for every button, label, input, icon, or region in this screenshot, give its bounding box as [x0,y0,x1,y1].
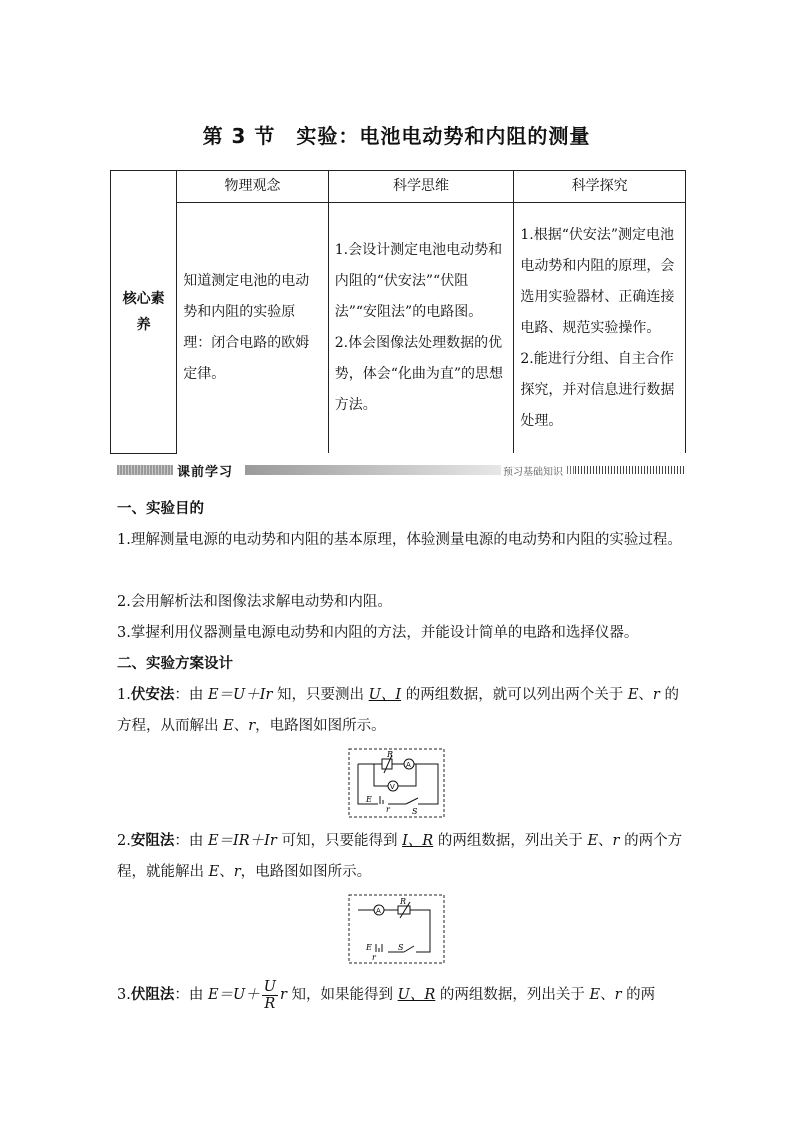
header-scientific-inquiry: 科学探究 [514,171,686,203]
label-s: S [412,807,418,816]
section-bar-block [117,465,173,475]
thinking-item-1: 1.会设计测定电池电动势和内阻的“伏安法”“伏阻法”“安阻法”的电路图。 [334,242,503,320]
method-name: 伏安法 [130,687,175,703]
circuit-diagram-ammeter-resistor [348,894,445,964]
purpose-item-1: 1.理解测量电源的电动势和内阻的基本原理，体验测量电源的电动势和内阻的实验过程。 [117,532,682,548]
equation-right: r [280,987,287,1003]
underlined-quantities: U、I [368,687,402,703]
row-label: 核心素养 [111,171,177,454]
label-r: R [387,750,394,759]
method-name: 安阻法 [130,833,175,849]
purpose-item-3: 3.掌握利用仪器测量电源电动势和内阻的方法，并能设计简单的电路和选择仪器。 [117,625,639,641]
label-s: S [398,943,404,952]
method-voltmeter-resistor: 3.伏阻法：由 E＝U＋ $\frac{U}{R}$ r 知，如果能得到 U、R 的两组数据，列出关于 E、r 的两 [117,978,656,1012]
label-a: A [406,761,411,769]
cell-scientific-thinking [328,203,514,454]
label-r: R [400,897,407,906]
equation-left: E＝U＋ [207,987,260,1003]
thinking-item-2: 2.体会图像法处理数据的优势，体会“化曲为直”的思想方法。 [334,335,504,413]
header-scientific-thinking: 科学思维 [328,171,514,203]
circuit-diagram-voltammeter [348,748,445,818]
section-bar-label: 课前学习 [177,465,234,480]
label-internal-r: r [372,953,376,962]
equation: E＝U＋Ir [207,687,273,703]
section-bar-ticks-right [575,466,685,474]
inquiry-item-2: 2.能进行分组、自主合作探究，并对信息进行数据处理。 [520,350,675,429]
cell-physics-concept: 知道测定电池的电动势和内阻的实验原理：闭合电路的欧姆定律。 [177,203,329,454]
method-ammeter-resistor: 2.安阻法：由 E＝IR＋Ir 可知，只要能得到 I、R 的两组数据，列出关于 E、r 的两个方程，就能解出 E、r，电路图如图所示。 [117,833,683,880]
label-v: V [390,783,395,791]
method-voltammeter: 1.伏安法：由 E＝U＋Ir 知，只要测出 U、I 的两组数据，就可以列出两个关于 E、r 的方程，从而解出 E、r，电路图如图所示。 [117,687,679,734]
purpose-item-2: 2.会用解析法和图像法求解电动势和内阻。 [117,594,392,610]
inquiry-item-1: 1.根据“伏安法”测定电池电动势和内阻的原理，会选用实验器材、正确连接电路、规范实验操作。 [520,226,675,336]
heading-experiment-purpose: 一、实验目的 [117,501,204,517]
core-competency-table [110,170,686,454]
heading-scheme-design: 二、实验方案设计 [117,656,233,672]
cell-scientific-inquiry [514,203,686,454]
label-e: E [366,795,372,804]
section-bar-gradient [245,465,505,475]
label-a: A [376,907,381,915]
page-title: 第 3 节 实验：电池电动势和内阻的测量 [202,124,591,148]
method-name: 伏阻法 [130,987,175,1003]
section-bar-note: 预习基础知识 [501,463,565,478]
fraction-u-over-r: $\frac{U}{R}$ [263,978,276,1012]
label-internal-r: r [386,805,390,814]
label-e: E [366,943,372,952]
equation: E＝IR＋Ir [207,833,277,849]
header-physics-concept: 物理观念 [177,171,329,203]
section-bar [117,463,685,480]
underlined-quantities: U、R [397,987,436,1003]
underlined-quantities: I、R [402,833,434,849]
